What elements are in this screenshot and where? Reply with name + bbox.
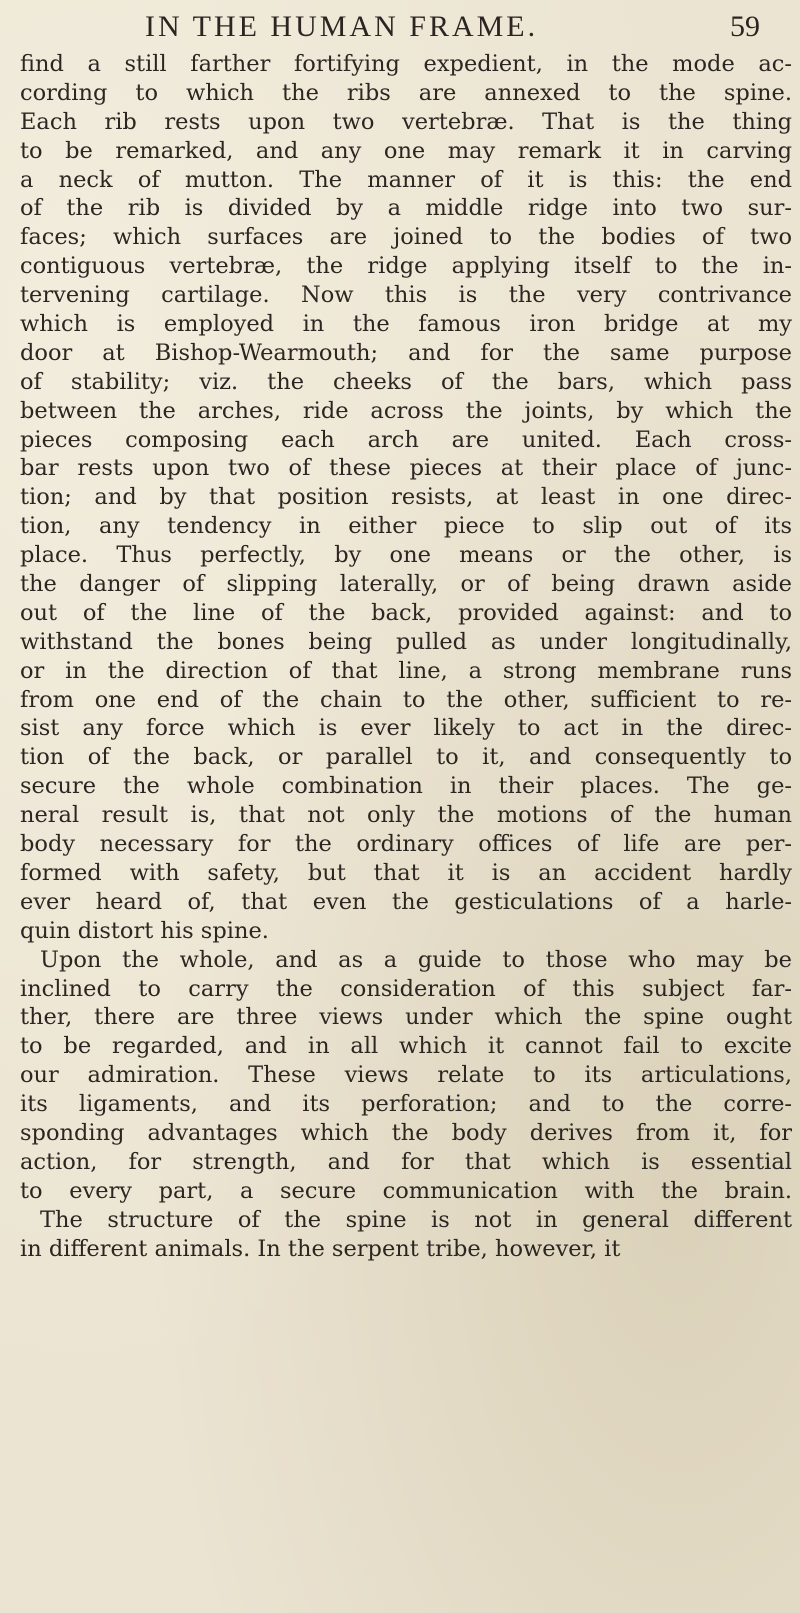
text-line: door at Bishop-Wearmouth; and for the same purpose [20,339,792,366]
text-line: the danger of slipping laterally, or of being drawn aside [20,571,792,598]
text-line: its ligaments, and its perforation; and to the corre- [20,1091,792,1118]
text-line: our admiration. These views relate to its articulations, [20,1062,792,1089]
text-line: of the rib is divided by a middle ridge into two sur- [20,195,792,222]
text-line: to be regarded, and in all which it cannot fail to excite [20,1033,792,1060]
text-line: from one end of the chain to the other, sufficient to re- [20,686,792,713]
page-number: 59 [730,10,760,43]
body-text [20,50,792,1263]
text-line: find a still farther fortifying expedient, in the mode ac- [20,51,792,77]
text-line: Each rib rests upon two vertebræ. That is the thing [20,108,792,135]
text-line: neral result is, that not only the motions of the human [20,802,792,829]
text-line: contiguous vertebræ, the ridge applying itself to the in- [20,253,792,280]
text-line-paragraph-start: Upon the whole, and as a guide to those who may be [40,946,792,973]
text-line: tion of the back, or parallel to it, and consequently to [20,744,792,771]
text-line: of stability; viz. the cheeks of the bars, which pass [20,368,792,395]
text-line: sist any force which is ever likely to act in the direc- [20,715,792,742]
text-line: cording to which the ribs are annexed to the spine. [20,79,792,106]
text-line: pieces composing each arch are united. Each cross- [20,426,792,453]
text-line: to every part, a secure communication with the brain. [20,1177,792,1204]
text-line: formed with safety, but that it is an accident hardly [20,859,792,886]
text-line: sponding advantages which the body derives from it, for [20,1119,792,1146]
running-head [0,6,800,50]
text-line: body necessary for the ordinary offices of life are per- [20,831,792,858]
text-line: inclined to carry the consideration of this subject far- [20,975,792,1002]
text-line: a neck of mutton. The manner of it is this: the end [20,166,792,193]
text-line: secure the whole combination in their places. The ge- [20,773,792,800]
text-line-paragraph-end: quin distort his spine. [20,917,269,944]
text-line: faces; which surfaces are joined to the bodies of two [20,224,792,251]
text-line: ever heard of, that even the gesticulations of a harle- [20,888,792,915]
running-title: IN THE HUMAN FRAME. [145,10,539,43]
text-line: to be remarked, and any one may remark it in carving [20,137,792,164]
text-line: ther, there are three views under which the spine ought [20,1004,792,1031]
text-line: in different animals. In the serpent tribe, however, it [20,1235,621,1262]
text-line: withstand the bones being pulled as under longitudinally, [20,628,792,655]
text-line-paragraph-start: The structure of the spine is not in general different [40,1206,792,1233]
text-line: tion, any tendency in either piece to slip out of its [20,513,792,540]
text-line: out of the line of the back, provided against: and to [20,599,792,626]
text-line: bar rests upon two of these pieces at their place of junc- [20,455,792,482]
text-line: which is employed in the famous iron bridge at my [20,311,792,338]
text-line: action, for strength, and for that which is essential [20,1148,792,1175]
text-line: or in the direction of that line, a strong membrane runs [20,657,792,684]
text-line: between the arches, ride across the joints, by which the [20,397,792,424]
text-line: place. Thus perfectly, by one means or the other, is [20,542,792,569]
text-line: tervening cartilage. Now this is the very contrivance [20,282,792,309]
text-line: tion; and by that position resists, at least in one direc- [20,484,792,511]
